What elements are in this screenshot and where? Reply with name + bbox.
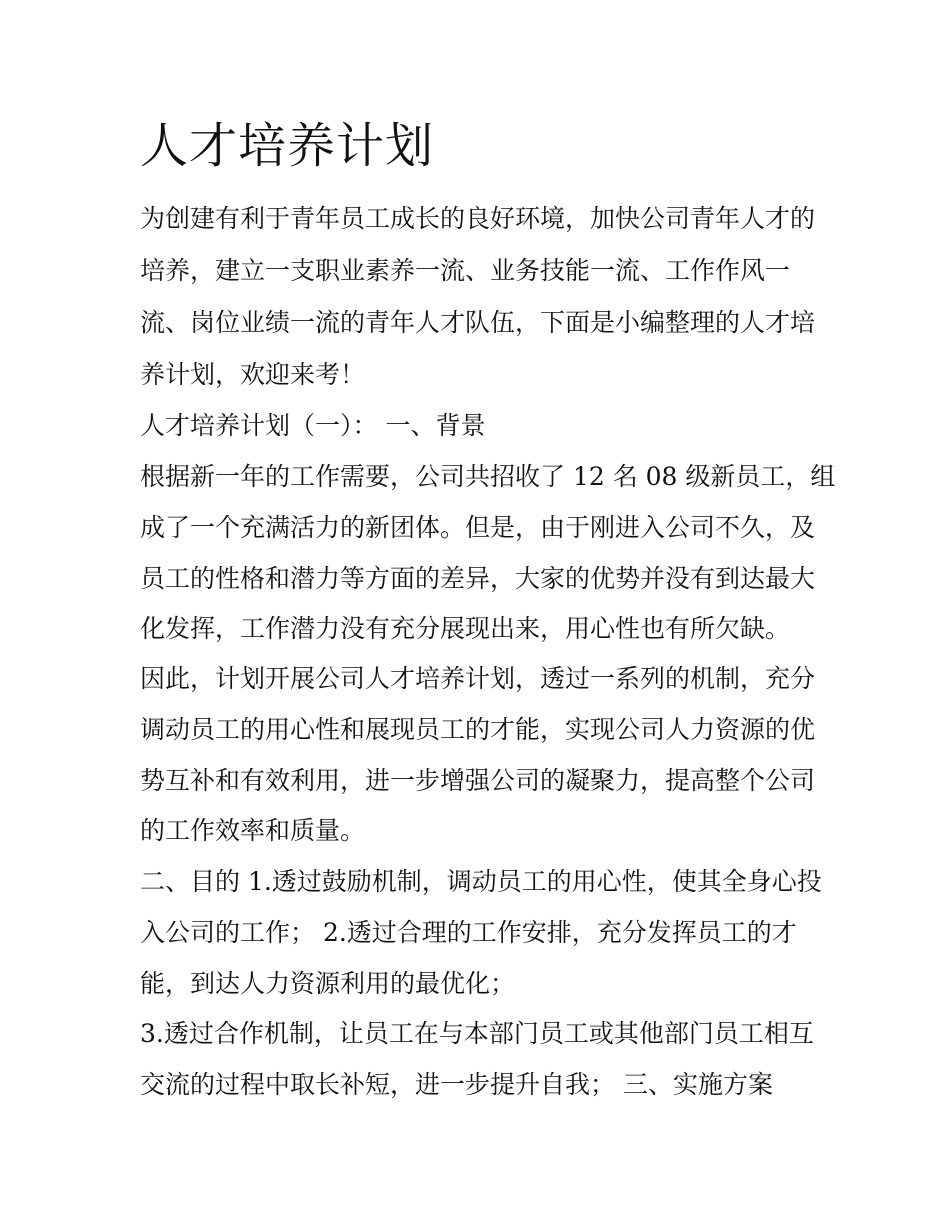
paragraph-line: 3.透过合作机制，让员工在与本部门员工或其他部门员工相互: [140, 1019, 814, 1048]
paragraph-line: 调动员工的用心性和展现员工的才能，实现公司人力资源的优: [140, 715, 816, 744]
paragraph-line: 为创建有利于青年员工成长的良好环境，加快公司青年人才的: [140, 204, 816, 233]
paragraph-line: 员工的性格和潜力等方面的差异，大家的优势并没有到达最大: [140, 564, 816, 593]
paragraph-line: 势互补和有效利用，进一步增强公司的凝聚力，提高整个公司: [140, 766, 816, 795]
document-title: 人才培养计划: [140, 118, 435, 174]
paragraph-line: 的工作效率和质量。: [140, 816, 366, 845]
section-heading-line: 人才培养计划（一）： 一、背景: [140, 411, 486, 440]
paragraph-line: 流、岗位业绩一流的青年人才队伍，下面是小编整理的人才培: [140, 308, 816, 337]
paragraph-line: 化发挥，工作潜力没有充分展现出来，用心性也有所欠缺。: [140, 614, 791, 643]
paragraph-line: 成了一个充满活力的新团体。但是，由于刚进入公司不久，及: [140, 513, 816, 542]
paragraph-line: 入公司的工作； 2.透过合理的工作安排，充分发挥员工的才: [140, 918, 797, 947]
paragraph-line: 二、目的 1.透过鼓励机制，调动员工的用心性，使其全身心投: [140, 867, 822, 896]
paragraph-line: 根据新一年的工作需要，公司共招收了 12 名 08 级新员工，组: [140, 462, 836, 491]
paragraph-line: 交流的过程中取长补短，进一步提升自我； 三、实施方案: [140, 1070, 773, 1099]
paragraph-line: 因此，计划开展公司人才培养计划，透过一系列的机制，充分: [140, 664, 816, 693]
paragraph-line: 能，到达人力资源利用的最优化；: [140, 969, 516, 998]
paragraph-line: 养计划，欢迎来考！: [140, 360, 366, 389]
paragraph-line: 培养，建立一支职业素养一流、业务技能一流、工作作风一: [140, 256, 791, 285]
